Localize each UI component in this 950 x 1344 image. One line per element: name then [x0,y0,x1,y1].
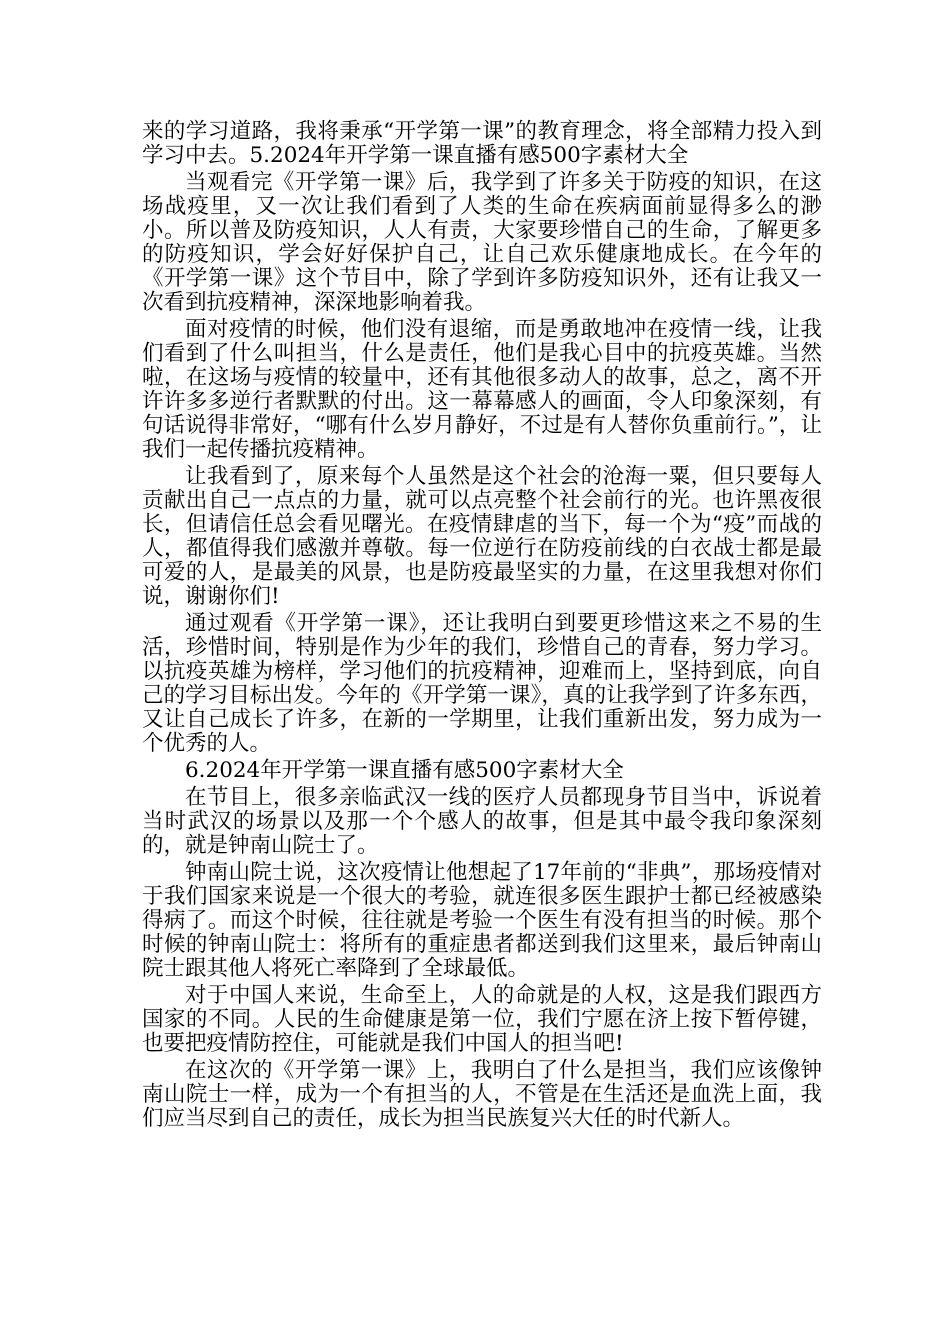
document-body [142,120,822,1134]
paragraph-continuation: 来的学习道路，我将秉承“开学第一课”的教育理念，将全部精力投入到学习中去。5.2024年开学第一课直播有感500字素材大全 [142,119,822,168]
paragraph: 在节目上，很多亲临武汉一线的医疗人员都现身节目当中，诉说着当时武汉的场景以及那一个个感人的故事，但是其中最令我印象深刻的，就是钟南山院士了。 [142,785,822,858]
paragraph: 对于中国人来说，生命至上，人的命就是的人权，这是我们跟西方国家的不同。人民的生命健康是第一位，我们宁愿在济上按下暂停键，也要把疫情防控住，可能就是我们中国人的担当吧! [142,983,822,1056]
section-heading: 6.2024年开学第一课直播有感500字素材大全 [185,758,624,783]
paragraph: 当观看完《开学第一课》后，我学到了许多关于防疫的知识，在这场战疫里，又一次让我们看到了人类的生命在疾病面前显得多么的渺小。所以普及防疫知识，人人有责，大家要珍惜自己的生命，了解更多的防疫知识，学会好好保护自己，让自己欢乐健康地成长。在今年的《开学第一课》这个节目中，除了学到许多防疫知识外，还有让我又一次看到抗疫精神，深深地影响着我。 [142,170,822,315]
paragraph: 面对疫情的时候，他们没有退缩，而是勇敢地冲在疫情一线，让我们看到了什么叫担当，什么是责任，他们是我心目中的抗疫英雄。当然啦，在这场与疫情的较量中，还有其他很多动人的故事，总之，离不开许许多多逆行者默默的付出。这一幕幕感人的画面，令人印象深刻，有句话说得非常好，“哪有什么岁月静好，不过是有人替你负重前行。”，让我们一起传播抗疫精神。 [142,317,822,462]
paragraph: 让我看到了，原来每个人虽然是这个社会的沧海一粟，但只要每人贡献出自己一点点的力量，就可以点亮整个社会前行的光。也许黑夜很长，但请信任总会看见曙光。在疫情肆虐的当下，每一个为“疫”而战的人，都值得我们感激并尊敬。每一位逆行在防疫前线的白衣战士都是最可爱的人，是最美的风景，也是防疫最坚实的力量，在这里我想对你们说，谢谢你们! [142,464,822,609]
paragraph: 钟南山院士说，这次疫情让他想起了17年前的“非典”，那场疫情对于我们国家来说是一个很大的考验，就连很多医生跟护士都已经被感染得病了。而这个时候，往往就是考验一个医生有没有担当的时候。那个时候的钟南山院士：将所有的重症患者都送到我们这里来，最后钟南山院士跟其他人将死亡率降到了全球最低。 [142,860,822,981]
paragraph: 在这次的《开学第一课》上，我明白了什么是担当，我们应该像钟南山院士一样，成为一个有担当的人，不管是在生活还是血洗上面，我们应当尽到自己的责任，成长为担当民族复兴大任的时代新人。 [142,1058,822,1131]
paragraph: 通过观看《开学第一课》，还让我明白到要更珍惜这来之不易的生活，珍惜时间，特别是作为少年的我们，珍惜自己的青春，努力学习。以抗疫英雄为榜样，学习他们的抗疫精神，迎难而上，坚持到底，向自己的学习目标出发。今年的《开学第一课》，真的让我学到了许多东西，又让自己成长了许多，在新的一学期里，让我们重新出发，努力成为一个优秀的人。 [142,611,822,756]
